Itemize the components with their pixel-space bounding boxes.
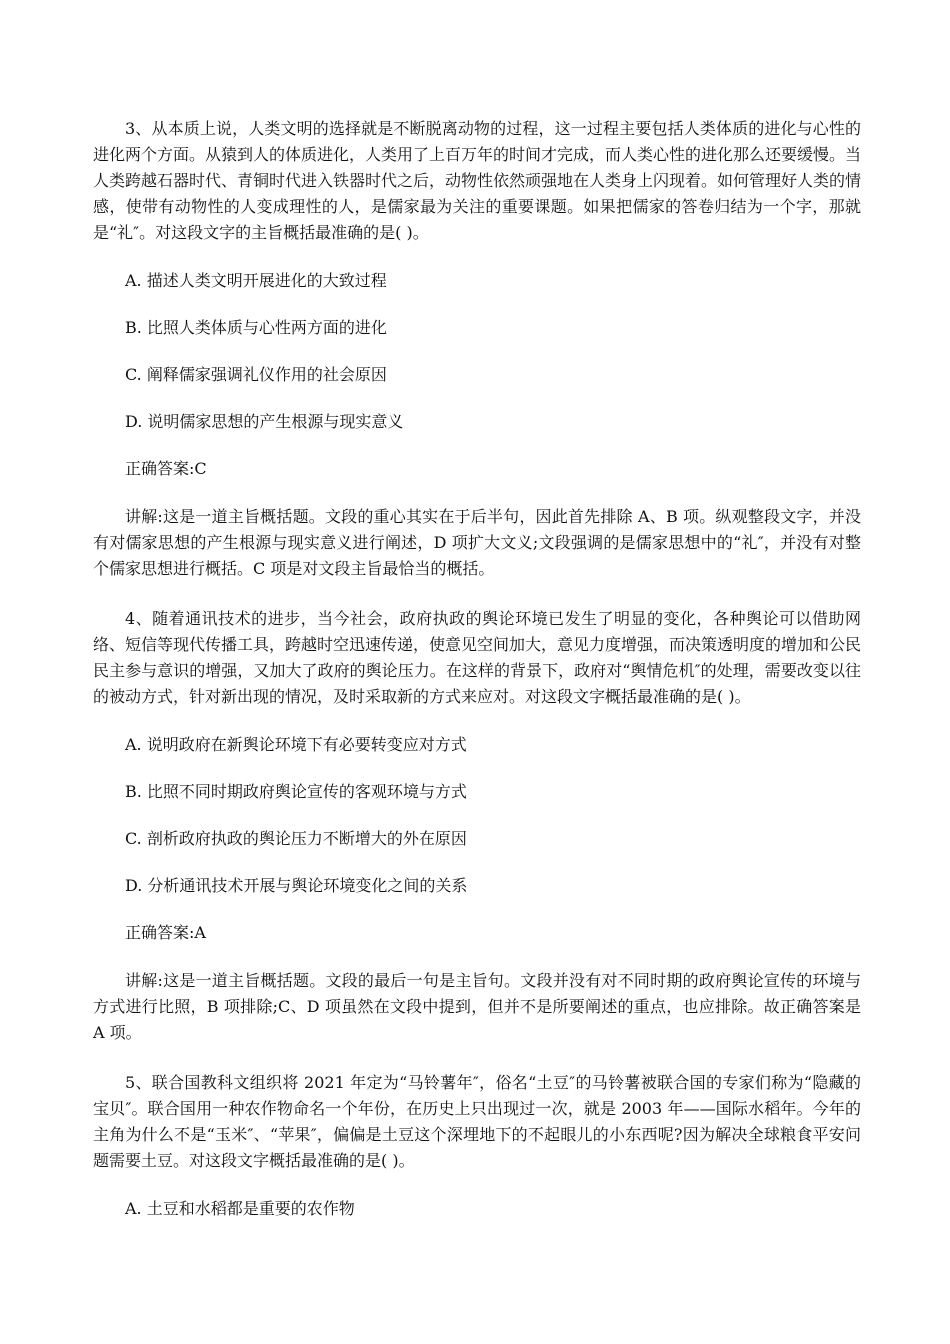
question-3-option-c: C. 阐释儒家强调礼仪作用的社会原因	[125, 365, 387, 384]
question-4-option-d: D. 分析通讯技术开展与舆论环境变化之间的关系	[125, 876, 468, 895]
question-3-answer: 正确答案:C	[125, 459, 207, 478]
question-4-explanation: 讲解:这是一道主旨概括题。文段的最后一句是主旨句。文段并没有对不同时期的政府舆论宣传的环境与方式进行比照，B 项排除;C、D 项虽然在文段中提到，但并不是所要阐述的重点，也应排除。故正确答案是 A 项。	[93, 971, 861, 1042]
question-3-option-a: A. 描述人类文明开展进化的大致过程	[125, 271, 387, 290]
question-4-option-a: A. 说明政府在新舆论环境下有必要转变应对方式	[125, 735, 467, 754]
question-4-stem: 4、随着通讯技术的进步，当今社会，政府执政的舆论环境已发生了明显的变化，各种舆论可以借助网络、短信等现代传播工具，跨越时空迅速传递，使意见空间加大，意见力度增强，而决策透明度的增加和公民民主参与意识的增强，又加大了政府的舆论压力。在这样的背景下，政府对“舆情危机″的处理，需要改变以往的被动方式，针对新出现的情况，及时采取新的方式来应对。对这段文字概括最准确的是( )。	[93, 609, 862, 706]
question-4-option-b: B. 比照不同时期政府舆论宣传的客观环境与方式	[125, 782, 467, 801]
question-5-option-a: A. 土豆和水稻都是重要的农作物	[125, 1199, 355, 1218]
question-3-option-b: B. 比照人类体质与心性两方面的进化	[125, 318, 387, 337]
question-4-answer: 正确答案:A	[125, 923, 206, 942]
question-3-option-d: D. 说明儒家思想的产生根源与现实意义	[125, 412, 404, 431]
document-page	[93, 116, 861, 1222]
question-3-stem: 3、从本质上说，人类文明的选择就是不断脱离动物的过程，这一过程主要包括人类体质的进化与心性的进化两个方面。从猿到人的体质进化，人类用了上百万年的时间才完成，而人类心性的进化那么还要缓慢。当人类跨越石器时代、青铜时代进入铁器时代之后，动物性依然顽强地在人类身上闪现着。如何管理好人类的情感，使带有动物性的人变成理性的人，是儒家最为关注的重要课题。如果把儒家的答卷归结为一个字，那就是“礼″。对这段文字的主旨概括最准确的是( )。	[93, 119, 862, 242]
question-5-stem: 5、联合国教科文组织将 2021 年定为“马铃薯年″，俗名“土豆″的马铃薯被联合国的专家们称为“隐藏的宝贝″。联合国用一种农作物命名一个年份，在历史上只出现过一次，就是 2003 年——国际水稻年。今年的主角为什么不是“玉米″、“苹果″，偏偏是土豆这个深埋地下的不起眼儿的小东西呢?因为解决全球粮食平安问题需要土豆。对这段文字概括最准确的是( )。	[93, 1073, 861, 1170]
question-4-option-c: C. 剖析政府执政的舆论压力不断增大的外在原因	[125, 829, 467, 848]
question-3-explanation: 讲解:这是一道主旨概括题。文段的重心其实在于后半句，因此首先排除 A、B 项。纵观整段文字，并没有对儒家思想的产生根源与现实意义进行阐述，D 项扩大文义;文段强调的是儒家思想中的“礼″，并没有对整个儒家思想进行概括。C 项是对文段主旨最恰当的概括。	[93, 507, 861, 578]
